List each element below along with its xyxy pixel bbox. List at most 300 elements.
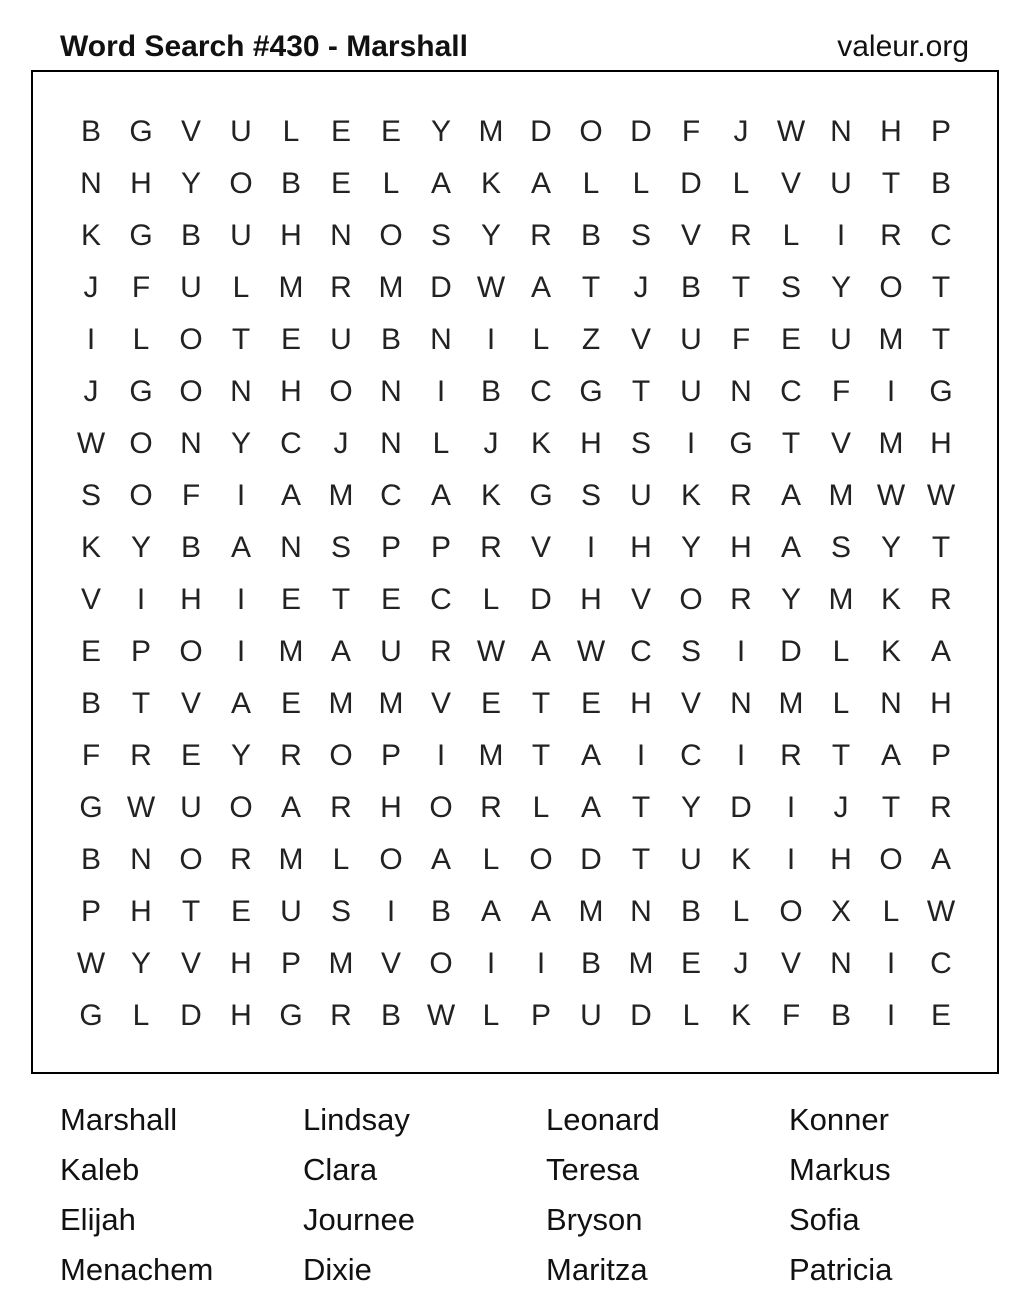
grid-letter: M <box>278 271 304 304</box>
grid-letter: R <box>230 843 252 876</box>
grid-letter: D <box>780 635 802 668</box>
grid-letter: C <box>930 219 952 252</box>
word-list-item: Bryson <box>546 1202 643 1237</box>
grid-letter: N <box>80 167 102 200</box>
grid-letter: Y <box>680 791 701 824</box>
grid-letter: F <box>731 323 751 356</box>
grid-letter: F <box>131 271 151 304</box>
grid-letter: I <box>686 427 696 460</box>
grid-letter: Y <box>230 739 251 772</box>
grid-letter: P <box>280 947 301 980</box>
grid-letter: G <box>929 375 953 408</box>
grid-letter: R <box>330 999 352 1032</box>
grid-letter: M <box>278 635 304 668</box>
grid-letter: A <box>430 479 451 512</box>
grid-letter: B <box>80 687 101 720</box>
grid-letter: A <box>230 687 251 720</box>
grid-letter: B <box>380 999 401 1032</box>
grid-letter: V <box>630 323 651 356</box>
grid-letter: P <box>130 635 151 668</box>
grid-letter: H <box>130 895 152 928</box>
grid-letter: V <box>830 427 851 460</box>
grid-letter: N <box>280 531 302 564</box>
grid-letter: H <box>580 427 602 460</box>
grid-letter: T <box>531 687 551 720</box>
grid-letter: R <box>130 739 152 772</box>
grid-letter: U <box>830 323 852 356</box>
grid-letter: A <box>430 843 451 876</box>
grid-letter: N <box>830 947 852 980</box>
grid-letter: V <box>180 687 201 720</box>
grid-letter: O <box>229 791 253 824</box>
grid-letter: S <box>630 427 651 460</box>
grid-letter: I <box>736 739 746 772</box>
grid-letter: K <box>730 843 751 876</box>
grid-letter: F <box>781 999 801 1032</box>
grid-letter: O <box>229 167 253 200</box>
grid-letter: N <box>330 219 352 252</box>
grid-letter: R <box>480 531 502 564</box>
grid-letter: T <box>631 843 651 876</box>
grid-letter: E <box>230 895 251 928</box>
grid-letter: N <box>880 687 902 720</box>
grid-letter: H <box>380 791 402 824</box>
grid-letter: E <box>380 115 401 148</box>
grid-letter: B <box>80 115 101 148</box>
grid-letter: H <box>930 427 952 460</box>
grid-letter: R <box>430 635 452 668</box>
grid-letter: E <box>580 687 601 720</box>
grid-letter: P <box>430 531 451 564</box>
grid-letter: L <box>582 167 600 200</box>
grid-letter: C <box>430 583 452 616</box>
grid-letter: T <box>531 739 551 772</box>
grid-letter: J <box>833 791 849 824</box>
grid-letter: P <box>380 739 401 772</box>
grid-letter: A <box>880 739 901 772</box>
grid-letter: D <box>430 271 452 304</box>
grid-letter: E <box>380 583 401 616</box>
grid-letter: H <box>630 531 652 564</box>
grid-letter: Y <box>130 531 151 564</box>
word-list-item: Markus <box>789 1152 891 1187</box>
grid-letter: W <box>426 999 456 1032</box>
grid-letter: O <box>179 375 203 408</box>
grid-letter: K <box>80 531 101 564</box>
grid-letter: E <box>780 323 801 356</box>
grid-letter: W <box>126 791 156 824</box>
grid-letter: G <box>279 999 303 1032</box>
grid-letter: W <box>76 947 106 980</box>
grid-letter: L <box>632 167 650 200</box>
grid-letter: N <box>430 323 452 356</box>
word-list-item: Sofia <box>789 1202 860 1237</box>
grid-letter: H <box>630 687 652 720</box>
grid-letter: O <box>129 427 153 460</box>
grid-letter: T <box>931 271 951 304</box>
grid-letter: J <box>83 375 99 408</box>
grid-letter: O <box>429 791 453 824</box>
grid-letter: F <box>831 375 851 408</box>
grid-letter: T <box>831 739 851 772</box>
grid-letter: V <box>380 947 401 980</box>
grid-letter: Y <box>430 115 451 148</box>
grid-letter: V <box>630 583 651 616</box>
grid-letter: L <box>682 999 700 1032</box>
grid-letter: G <box>79 791 103 824</box>
grid-letter: M <box>378 271 404 304</box>
grid-letter: I <box>486 323 496 356</box>
grid-letter: S <box>80 479 101 512</box>
grid-letter: D <box>530 115 552 148</box>
grid-letter: T <box>881 167 901 200</box>
grid-letter: H <box>180 583 202 616</box>
word-list-item: Patricia <box>789 1252 893 1287</box>
grid-letter: U <box>630 479 652 512</box>
grid-letter: L <box>832 687 850 720</box>
grid-letter: S <box>680 635 701 668</box>
grid-letter: J <box>483 427 499 460</box>
grid-letter: X <box>830 895 851 928</box>
word-list-item: Konner <box>789 1102 889 1137</box>
grid-letter: B <box>680 895 701 928</box>
grid-letter: R <box>330 791 352 824</box>
grid-letter: I <box>886 375 896 408</box>
grid-letter: L <box>132 999 150 1032</box>
grid-letter: R <box>280 739 302 772</box>
grid-letter: R <box>930 791 952 824</box>
word-list-item: Marshall <box>60 1102 178 1137</box>
grid-letter: A <box>780 479 801 512</box>
grid-letter: R <box>780 739 802 772</box>
grid-letter: O <box>779 895 803 928</box>
word-list-item: Kaleb <box>60 1152 140 1187</box>
grid-letter: I <box>236 635 246 668</box>
grid-letter: U <box>680 375 702 408</box>
word-list-item: Dixie <box>303 1252 372 1287</box>
grid-letter: R <box>730 583 752 616</box>
grid-letter: O <box>379 843 403 876</box>
grid-letter: A <box>580 739 601 772</box>
grid-letter: C <box>380 479 402 512</box>
grid-letter: H <box>580 583 602 616</box>
grid-letter: E <box>280 583 301 616</box>
grid-letter: O <box>579 115 603 148</box>
grid-letter: A <box>530 895 551 928</box>
grid-letter: W <box>926 479 956 512</box>
grid-letter: I <box>136 583 146 616</box>
letter-grid <box>66 106 966 1042</box>
grid-letter: A <box>530 167 551 200</box>
grid-letter: U <box>380 635 402 668</box>
grid-letter: U <box>180 791 202 824</box>
grid-letter: I <box>886 947 896 980</box>
grid-letter: Y <box>830 271 851 304</box>
grid-letter: G <box>579 375 603 408</box>
grid-letter: H <box>230 947 252 980</box>
grid-letter: B <box>580 219 601 252</box>
grid-letter: S <box>330 531 351 564</box>
grid-letter: B <box>180 219 201 252</box>
grid-letter: T <box>131 687 151 720</box>
grid-letter: I <box>886 999 896 1032</box>
grid-letter: S <box>580 479 601 512</box>
grid-letter: U <box>680 843 702 876</box>
grid-letter: G <box>79 999 103 1032</box>
grid-letter: V <box>530 531 551 564</box>
grid-letter: R <box>730 219 752 252</box>
grid-letter: E <box>330 167 351 200</box>
grid-letter: A <box>430 167 451 200</box>
grid-letter: N <box>830 115 852 148</box>
grid-letter: L <box>732 167 750 200</box>
grid-letter: F <box>81 739 101 772</box>
grid-letter: M <box>778 687 804 720</box>
grid-letter: R <box>330 271 352 304</box>
grid-letter: K <box>480 167 501 200</box>
grid-letter: B <box>930 167 951 200</box>
grid-letter: H <box>230 999 252 1032</box>
grid-letter: E <box>280 323 301 356</box>
grid-letter: M <box>478 115 504 148</box>
grid-letter: K <box>80 219 101 252</box>
grid-letter: R <box>730 479 752 512</box>
grid-letter: T <box>731 271 751 304</box>
grid-letter: S <box>430 219 451 252</box>
grid-letter: A <box>230 531 251 564</box>
grid-letter: N <box>730 375 752 408</box>
grid-letter: A <box>580 791 601 824</box>
grid-letter: S <box>330 895 351 928</box>
grid-letter: M <box>328 687 354 720</box>
word-list-item: Teresa <box>546 1152 640 1187</box>
grid-letter: R <box>880 219 902 252</box>
grid-letter: H <box>830 843 852 876</box>
grid-letter: K <box>530 427 551 460</box>
grid-letter: J <box>333 427 349 460</box>
grid-letter: I <box>636 739 646 772</box>
grid-letter: P <box>530 999 551 1032</box>
grid-letter: M <box>478 739 504 772</box>
grid-letter: H <box>730 531 752 564</box>
grid-letter: N <box>380 427 402 460</box>
grid-letter: E <box>330 115 351 148</box>
grid-letter: E <box>80 635 101 668</box>
grid-letter: I <box>436 375 446 408</box>
grid-letter: R <box>930 583 952 616</box>
grid-letter: B <box>480 375 501 408</box>
grid-letter: W <box>76 427 106 460</box>
grid-letter: L <box>482 843 500 876</box>
grid-letter: U <box>230 219 252 252</box>
grid-letter: P <box>930 115 951 148</box>
grid-letter: A <box>280 479 301 512</box>
grid-letter: U <box>830 167 852 200</box>
grid-letter: V <box>780 947 801 980</box>
grid-letter: L <box>882 895 900 928</box>
grid-letter: Z <box>581 323 601 356</box>
grid-letter: N <box>380 375 402 408</box>
grid-letter: R <box>480 791 502 824</box>
grid-letter: W <box>876 479 906 512</box>
grid-letter: I <box>786 791 796 824</box>
grid-letter: I <box>86 323 96 356</box>
grid-letter: Y <box>480 219 501 252</box>
grid-letter: C <box>780 375 802 408</box>
word-list-item: Lindsay <box>303 1102 410 1137</box>
grid-letter: H <box>880 115 902 148</box>
word-list-item: Menachem <box>60 1252 214 1287</box>
grid-letter: M <box>628 947 654 980</box>
grid-letter: O <box>179 323 203 356</box>
grid-letter: P <box>930 739 951 772</box>
grid-letter: L <box>732 895 750 928</box>
grid-letter: I <box>536 947 546 980</box>
grid-letter: V <box>180 115 201 148</box>
grid-letter: T <box>581 271 601 304</box>
grid-letter: I <box>236 583 246 616</box>
word-list-item: Leonard <box>546 1102 660 1137</box>
grid-letter: K <box>680 479 701 512</box>
grid-letter: M <box>378 687 404 720</box>
grid-letter: J <box>83 271 99 304</box>
grid-letter: T <box>781 427 801 460</box>
grid-letter: A <box>480 895 501 928</box>
grid-letter: B <box>430 895 451 928</box>
grid-letter: A <box>530 635 551 668</box>
grid-letter: O <box>129 479 153 512</box>
grid-letter: E <box>930 999 951 1032</box>
grid-letter: R <box>530 219 552 252</box>
grid-letter: M <box>828 479 854 512</box>
grid-letter: O <box>179 635 203 668</box>
grid-letter: N <box>730 687 752 720</box>
grid-letter: L <box>382 167 400 200</box>
grid-letter: O <box>429 947 453 980</box>
grid-letter: G <box>529 479 553 512</box>
grid-letter: M <box>278 843 304 876</box>
grid-letter: C <box>630 635 652 668</box>
grid-letter: N <box>130 843 152 876</box>
grid-letter: M <box>578 895 604 928</box>
grid-letter: K <box>480 479 501 512</box>
grid-letter: C <box>280 427 302 460</box>
grid-letter: D <box>680 167 702 200</box>
grid-letter: I <box>486 947 496 980</box>
grid-letter: M <box>878 427 904 460</box>
grid-letter: M <box>878 323 904 356</box>
grid-letter: L <box>432 427 450 460</box>
grid-letter: W <box>576 635 606 668</box>
grid-letter: O <box>329 739 353 772</box>
grid-letter: C <box>930 947 952 980</box>
grid-letter: I <box>236 479 246 512</box>
grid-letter: H <box>130 167 152 200</box>
grid-letter: P <box>380 531 401 564</box>
grid-letter: T <box>931 531 951 564</box>
grid-letter: K <box>730 999 751 1032</box>
grid-letter: G <box>129 115 153 148</box>
grid-letter: W <box>476 271 506 304</box>
grid-letter: S <box>780 271 801 304</box>
grid-letter: S <box>630 219 651 252</box>
site-name: valeur.org <box>837 30 969 63</box>
grid-letter: D <box>630 115 652 148</box>
grid-letter: O <box>379 219 403 252</box>
grid-letter: C <box>530 375 552 408</box>
grid-letter: C <box>680 739 702 772</box>
grid-letter: D <box>530 583 552 616</box>
grid-letter: L <box>482 999 500 1032</box>
grid-letter: U <box>680 323 702 356</box>
grid-letter: E <box>280 687 301 720</box>
grid-letter: E <box>680 947 701 980</box>
grid-letter: D <box>630 999 652 1032</box>
grid-letter: L <box>282 115 300 148</box>
grid-letter: K <box>880 583 901 616</box>
grid-letter: T <box>931 323 951 356</box>
grid-letter: U <box>180 271 202 304</box>
grid-letter: H <box>280 375 302 408</box>
grid-letter: Y <box>680 531 701 564</box>
grid-letter: G <box>129 219 153 252</box>
grid-letter: L <box>482 583 500 616</box>
grid-letter: O <box>179 843 203 876</box>
grid-letter: O <box>529 843 553 876</box>
grid-letter: A <box>930 843 951 876</box>
grid-letter: I <box>836 219 846 252</box>
grid-letter: U <box>580 999 602 1032</box>
grid-letter: I <box>386 895 396 928</box>
grid-letter: B <box>80 843 101 876</box>
grid-letter: V <box>780 167 801 200</box>
grid-letter: T <box>881 791 901 824</box>
grid-letter: Y <box>880 531 901 564</box>
grid-letter: B <box>180 531 201 564</box>
grid-letter: W <box>926 895 956 928</box>
grid-letter: U <box>330 323 352 356</box>
grid-letter: I <box>736 635 746 668</box>
grid-letter: O <box>879 843 903 876</box>
grid-letter: N <box>230 375 252 408</box>
grid-letter: O <box>679 583 703 616</box>
grid-letter: K <box>880 635 901 668</box>
grid-letter: O <box>879 271 903 304</box>
puzzle-frame <box>31 70 999 1074</box>
grid-letter: L <box>832 635 850 668</box>
grid-letter: L <box>132 323 150 356</box>
puzzle-title: Word Search #430 - Marshall <box>60 30 468 63</box>
grid-letter: B <box>580 947 601 980</box>
grid-letter: A <box>930 635 951 668</box>
grid-letter: V <box>680 219 701 252</box>
grid-letter: B <box>380 323 401 356</box>
grid-letter: Y <box>180 167 201 200</box>
grid-letter: M <box>328 479 354 512</box>
grid-letter: U <box>280 895 302 928</box>
grid-letter: N <box>630 895 652 928</box>
grid-letter: G <box>129 375 153 408</box>
grid-letter: B <box>680 271 701 304</box>
grid-letter: V <box>180 947 201 980</box>
grid-letter: M <box>328 947 354 980</box>
grid-letter: T <box>631 375 651 408</box>
grid-letter: W <box>476 635 506 668</box>
grid-letter: Y <box>130 947 151 980</box>
grid-letter: B <box>280 167 301 200</box>
grid-letter: E <box>480 687 501 720</box>
grid-letter: H <box>930 687 952 720</box>
